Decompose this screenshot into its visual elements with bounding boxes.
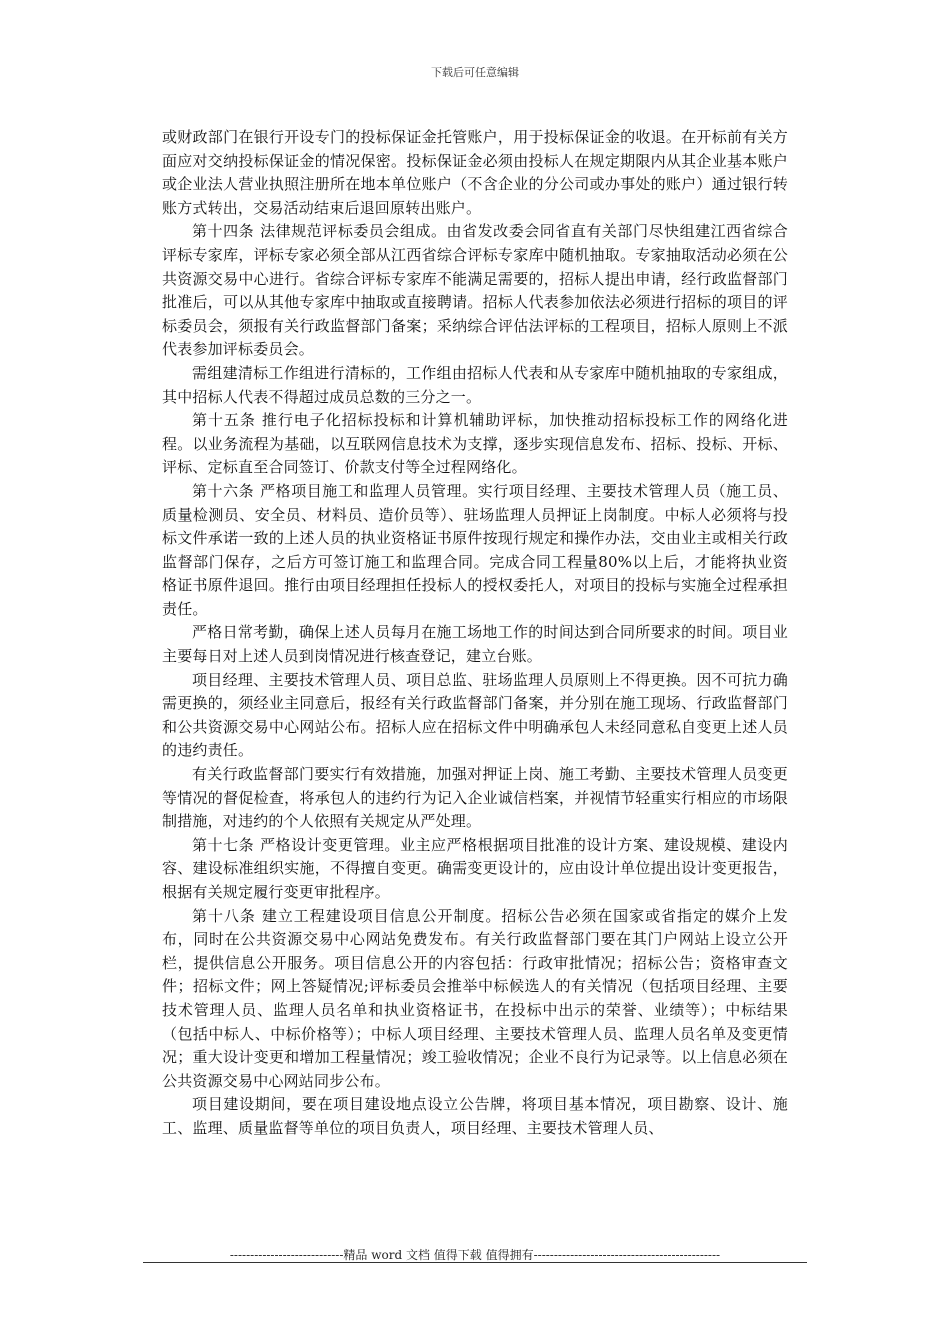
paragraph — [162, 362, 788, 409]
article-heading: 第十八条 — [192, 906, 256, 925]
paragraph — [162, 126, 788, 220]
article-heading: 第十七条 — [192, 835, 255, 854]
paragraph-text: 推行电子化招标投标和计算机辅助评标，加快推动招标投标工作的网络化进程。以业务流程为基础，以互联网信息技术为支撑，逐步实现信息发布、招标、投标、开标、评标、定标直至合同签订、价款支付等全过程网络化。 — [162, 411, 788, 477]
paragraph-text: 严格项目施工和监理人员管理。实行项目经理、主要技术管理人员（施工员、质量检测员、安全员、材料员、造价员等）、驻场监理人员押证上岗制度。中标人必须将与投标文件承诺一致的上述人员的执业资格证书原件按现行规定和操作办法，交由业主或相关行政监督部门保存，之后方可签订施工和监理合同。完成合同工程量80%以上后，才能将执业资格证书原件退回。推行由项目经理担任投标人的授权委托人，对项目的投标与实施全过程承担责任。 — [162, 481, 788, 618]
paragraph — [162, 480, 788, 622]
paragraph — [162, 409, 788, 480]
paragraph-text: 严格日常考勤，确保上述人员每月在施工场地工作的时间达到合同所要求的时间。项目业主要每日对上述人员到岗情况进行核查登记，建立台账。 — [162, 623, 788, 666]
article-heading: 第十四条 — [192, 222, 255, 241]
paragraph — [162, 1093, 788, 1140]
paragraph — [162, 220, 788, 362]
paragraph-text: 需组建清标工作组进行清标的，工作组由招标人代表和从专家库中随机抽取的专家组成，其中招标人代表不得超过成员总数的三分之一。 — [162, 363, 788, 406]
paragraph-text: 建立工程建设项目信息公开制度。招标公告必须在国家或省指定的媒介上发布，同时在公共资源交易中心网站免费发布。有关行政监督部门要在其门户网站上设立公开栏，提供信息公开服务。项目信息公开的内容包括：行政审批情况；招标公告；资格审查文件；招标文件；网上答疑情况;评标委员会推举中标候选人的有关情况（包括项目经理、主要技术管理人员、监理人员名单和执业资格证书，在投标中出示的荣誉、业绩等）；中标结果（包括中标人、中标价格等）；中标人项目经理、主要技术管理人员、监理人员名单及变更情况；重大设计变更和增加工程量情况；竣工验收情况；企业不良行为记录等。以上信息必须在公共资源交易中心网站同步公布。 — [162, 906, 788, 1090]
document-body — [162, 126, 788, 1141]
paragraph-text: 严格设计变更管理。业主应严格根据项目批准的设计方案、建设规模、建设内容、建设标准组织实施，不得擅自变更。确需变更设计的，应由设计单位提出设计变更报告，根据有关规定履行变更审批程序。 — [162, 835, 788, 901]
paragraph — [162, 669, 788, 763]
paragraph-text: 或财政部门在银行开设专门的投标保证金托管账户，用于投标保证金的收退。在开标前有关方面应对交纳投标保证金的情况保密。投标保证金必须由投标人在规定期限内从其企业基本账户或企业法人营业执照注册所在地本单位账户（不含企业的分公司或办事处的账户）通过银行转账方式转出，交易活动结束后退回原转出账户。 — [162, 128, 788, 217]
paragraph — [162, 834, 788, 905]
paragraph-text: 有关行政监督部门要实行有效措施，加强对押证上岗、施工考勤、主要技术管理人员变更等情况的督促检查，将承包人的违约行为记入企业诚信档案，并视情节轻重实行相应的市场限制措施，对违约的个人依照有关规定从严处理。 — [162, 765, 788, 831]
paragraph-text: 项目建设期间，要在项目建设地点设立公告牌，将项目基本情况，项目勘察、设计、施工、监理、质量监督等单位的项目负责人，项目经理、主要技术管理人员、 — [162, 1095, 788, 1137]
page-header: 下载后可任意编辑 — [431, 66, 519, 79]
page-footer: ----------------------------精品 word 文档 值得下载 值得拥有---------------------------------------------- — [229, 1248, 721, 1262]
paragraph — [162, 621, 788, 668]
paragraph-text: 项目经理、主要技术管理人员、项目总监、驻场监理人员原则上不得更换。因不可抗力确需更换的，须经业主同意后，报经有关行政监督部门备案，并分别在施工现场、行政监督部门和公共资源交易中心网站公布。招标人应在招标文件中明确承包人未经同意私自变更上述人员的违约责任。 — [162, 670, 788, 760]
paragraph — [162, 763, 788, 834]
paragraph-text: 法律规范评标委员会组成。由省发改委会同省直有关部门尽快组建江西省综合评标专家库，评标专家必须全部从江西省综合评标专家库中随机抽取。专家抽取活动必须在公共资源交易中心进行。省综合评标专家库不能满足需要的，招标人提出申请，经行政监督部门批准后，可以从其他专家库中抽取或直接聘请。招标人代表参加依法必须进行招标的项目的评标委员会，须报有关行政监督部门备案；采纳综合评估法评标的工程项目，招标人原则上不派代表参加评标委员会。 — [162, 222, 788, 359]
article-heading: 第十五条 — [192, 411, 256, 430]
article-heading: 第十六条 — [192, 481, 255, 500]
footer-rule — [143, 1262, 807, 1263]
paragraph — [162, 905, 788, 1094]
